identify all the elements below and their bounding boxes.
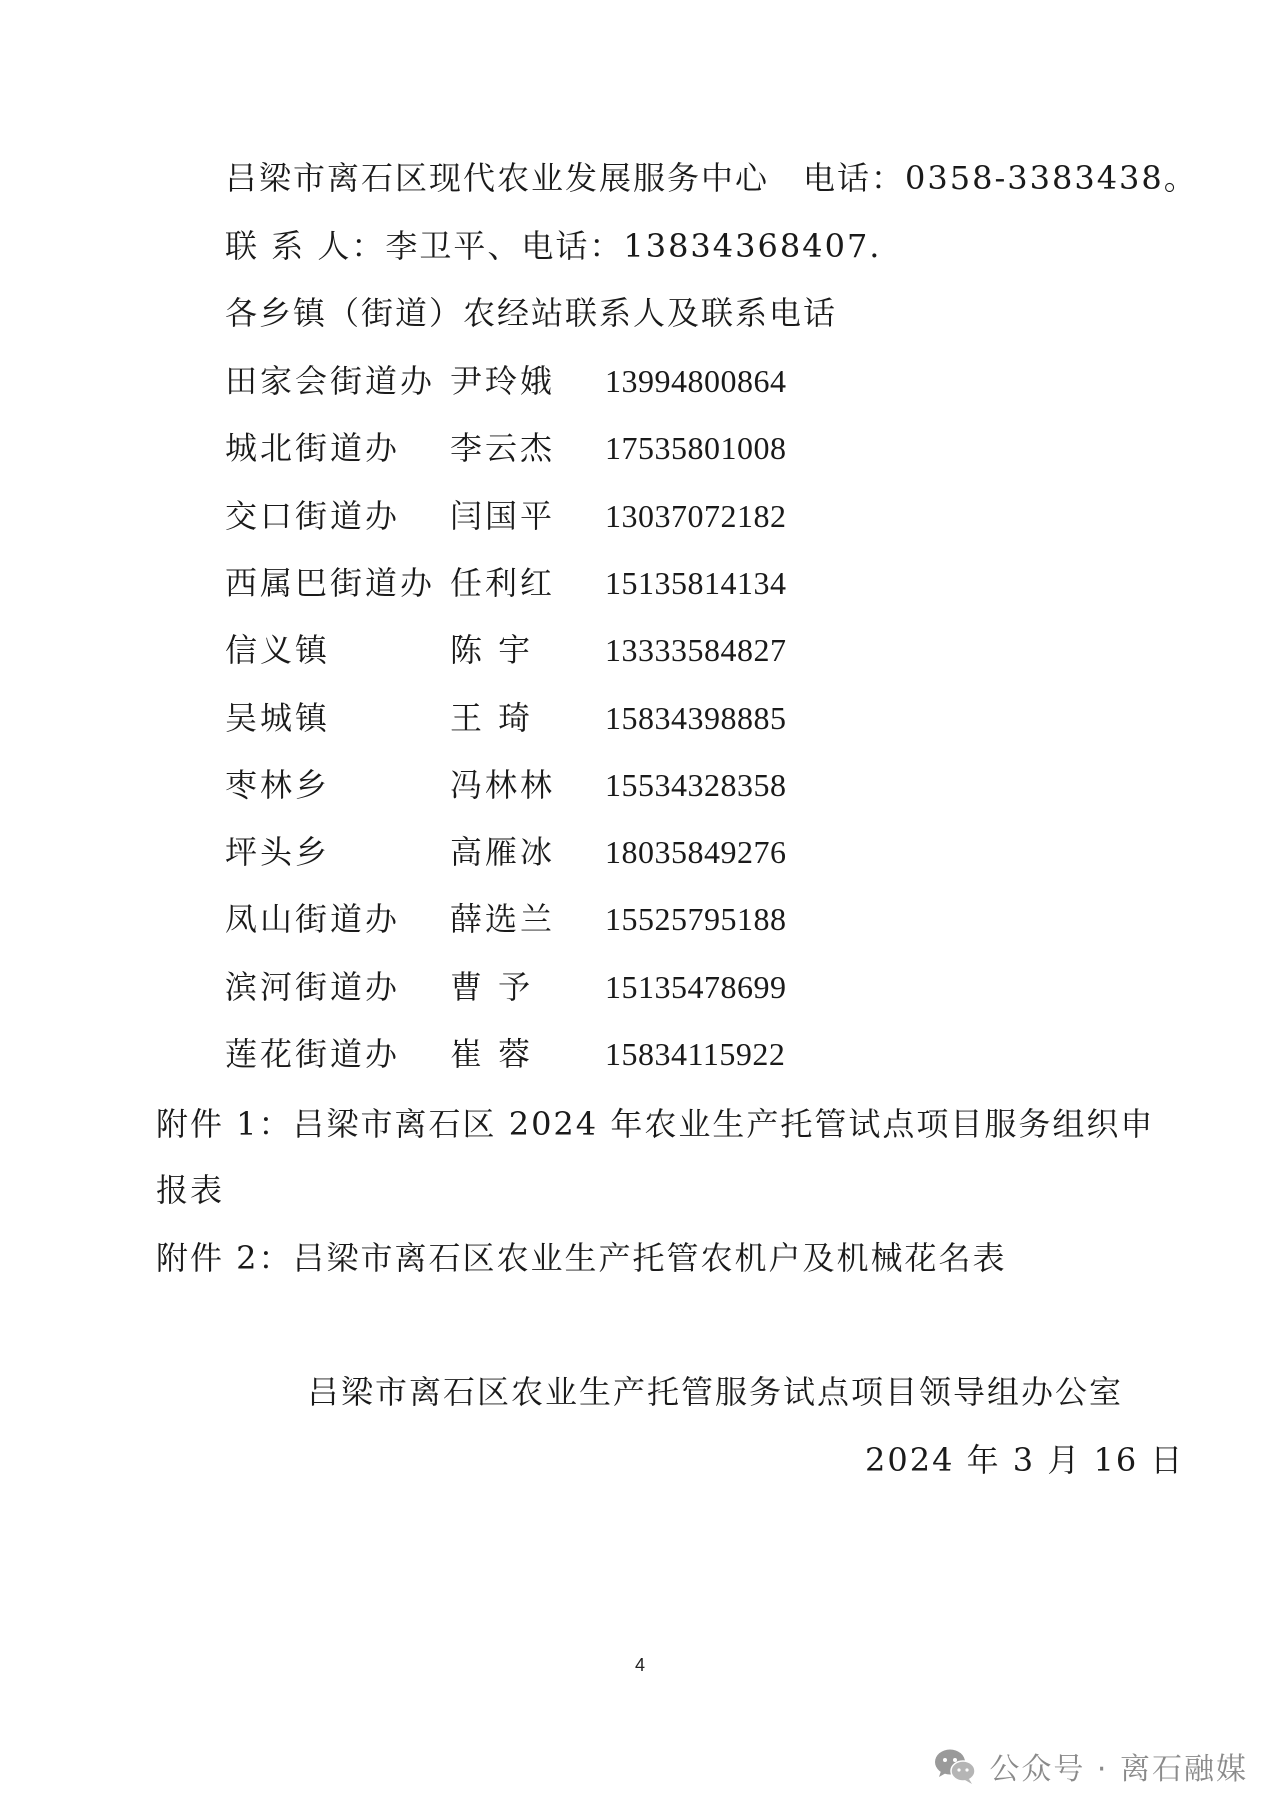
contact-phone: 15834398885: [605, 699, 787, 736]
contact-phone: 15525795188: [605, 901, 787, 938]
watermark-text: 公众号 · 离石融媒: [989, 1752, 1248, 1787]
contact-unit: 莲花街道办: [225, 1035, 401, 1073]
contact-person: 冯林林: [450, 765, 556, 804]
contact-phone: 18035849276: [605, 834, 787, 871]
contact-phone: 13333584827: [605, 632, 787, 669]
contact-person: 曹 予: [450, 967, 534, 1006]
stations-heading: 各乡镇（街道）农经站联系人及联系电话: [225, 294, 838, 332]
contact-person: 薛选兰: [450, 900, 556, 939]
contact-person: 李云杰: [450, 429, 556, 468]
contact-person: 崔 蓉: [450, 1035, 534, 1073]
contact-unit: 滨河街道办: [225, 967, 401, 1006]
contact-person: 尹玲娥: [450, 362, 556, 400]
contact-unit: 坪头乡: [225, 833, 331, 872]
contact-unit: 枣林乡: [225, 765, 331, 804]
service-center-line: 吕梁市离石区现代农业发展服务中心 电话：0358-3383438。: [225, 159, 1198, 197]
contact-person: 闫国平: [450, 496, 556, 535]
contact-unit: 交口街道办: [225, 496, 401, 535]
attachment-1-line-2: 报表: [156, 1171, 225, 1209]
contact-phone: 15534328358: [605, 766, 787, 803]
signature-date: 2024 年 3 月 16 日: [865, 1441, 1185, 1479]
page-number: 4: [634, 1655, 645, 1675]
contact-person-line: 联 系 人：李卫平、电话：13834368407.: [225, 227, 882, 265]
contact-phone: 15135478699: [605, 968, 787, 1005]
contact-phone: 17535801008: [605, 430, 787, 467]
contact-unit: 城北街道办: [225, 429, 401, 468]
contact-person: 王 琦: [450, 698, 534, 737]
attachment-1-line-1: 附件 1：吕梁市离石区 2024 年农业生产托管试点项目服务组织申: [156, 1105, 1155, 1143]
contact-unit: 吴城镇: [225, 698, 331, 737]
contact-unit: 西属巴街道办: [225, 563, 436, 602]
contact-unit: 信义镇: [225, 631, 331, 670]
signature-organization: 吕梁市离石区农业生产托管服务试点项目领导组办公室: [307, 1373, 1124, 1411]
contact-unit: 田家会街道办: [225, 362, 436, 400]
contact-phone: 15135814134: [605, 564, 787, 601]
contact-phone: 15834115922: [605, 1036, 786, 1072]
contact-person: 高雁冰: [450, 833, 556, 872]
watermark: [933, 1744, 1248, 1788]
contact-person: 陈 宇: [450, 631, 534, 670]
contact-phone: 13994800864: [605, 363, 787, 399]
wechat-icon: [933, 1746, 977, 1786]
contact-phone: 13037072182: [605, 497, 787, 534]
contact-unit: 凤山街道办: [225, 900, 401, 939]
contact-person: 任利红: [450, 563, 556, 602]
attachment-2-line: 附件 2：吕梁市离石区农业生产托管农机户及机械花名表: [156, 1239, 1007, 1277]
